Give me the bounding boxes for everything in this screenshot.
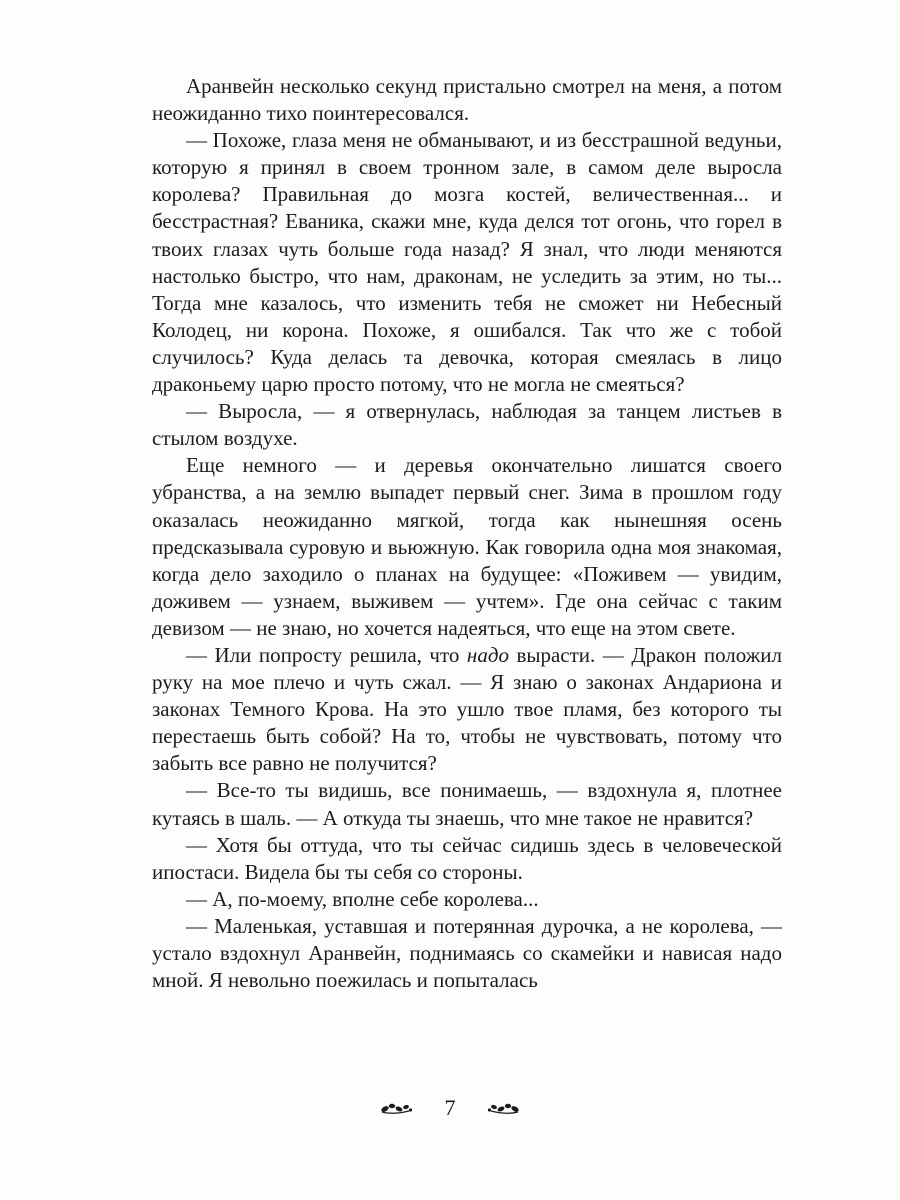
page-footer — [0, 1093, 900, 1121]
paragraph: Аранвейн несколько секунд пристально смотрел на меня, а потом неожиданно тихо поинтересовался. — [152, 74, 782, 126]
paragraph: — Маленькая, уставшая и потерянная дурочка, а не королева, — устало вздохнул Аранвейн, поднимаясь со скамейки и нависая надо мной. Я невольно поежилась и попыталась — [152, 913, 782, 993]
floral-ornament-icon — [487, 1100, 521, 1116]
page-number: 7 — [444, 1094, 456, 1120]
paragraph: — Выросла, — я отвернулась, наблюдая за танцем листьев в стылом воздухе. — [152, 399, 782, 451]
paragraph: — Хотя бы оттуда, что ты сейчас сидишь здесь в человеческой ипостаси. Видела бы ты себя со стороны. — [152, 832, 782, 884]
text-run: — Или попросту решила, что — [186, 642, 467, 667]
paragraph: — А, по-моему, вполне себе королева... — [186, 886, 539, 911]
text-run: вырасти. — Дракон положил руку на мое плечо и чуть сжал. — Я знаю о законах Андариона и законах Темного Крова. На это ушло твое пламя, без которого ты перестаешь быть собой? На то, чтобы не чувствовать, потому что забыть все равно не получится? — [152, 642, 782, 776]
body-text — [152, 73, 782, 994]
paragraph — [152, 642, 782, 777]
italic-word: надо — [466, 642, 509, 667]
paragraph: — Все-то ты видишь, все понимаешь, — вздохнула я, плотнее кутаясь в шаль. — А откуда ты знаешь, что мне такое не нравится? — [152, 778, 782, 830]
paragraph: — Похоже, глаза меня не обманывают, и из бесстрашной ведуньи, которую я принял в своем тронном зале, в самом деле выросла королева? Правильная до мозга костей, величественная... и бесстрастная? Еваника, скажи мне, куда делся тот огонь, что горел в твоих глазах чуть больше года назад? Я знал, что люди меняются настолько быстро, что нам, драконам, не уследить за этим, но ты... Тогда мне казалось, что изменить тебя не сможет ни Небесный Колодец, ни корона. Похоже, я ошибался. Так что же с тобой случилось? Куда делась та девочка, которая смеялась в лицо драконьему царю просто потому, что не могла не смеяться? — [152, 128, 782, 397]
floral-ornament-icon — [379, 1100, 413, 1116]
paragraph: Еще немного — и деревья окончательно лишатся своего убранства, а на землю выпадет первый снег. Зима в прошлом году оказалась неожиданно мягкой, тогда как нынешняя осень предсказывала суровую и вьюжную. Как говорила одна моя знакомая, когда дело заходило о планах на будущее: «Поживем — увидим, доживем — узнаем, выживем — учтем». Где она сейчас с таким девизом — не знаю, но хочется надеяться, что еще на этом свете. — [152, 453, 782, 640]
